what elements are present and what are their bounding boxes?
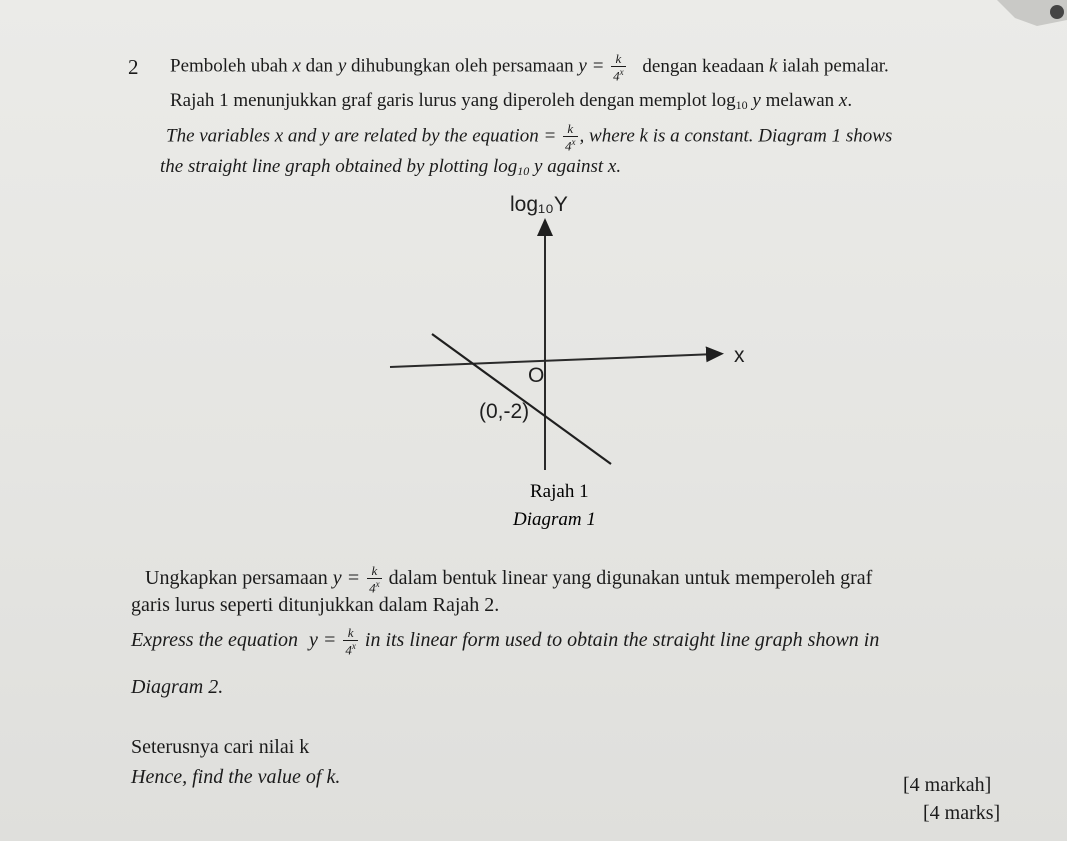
frac-numerator: k [371,563,378,578]
marks-bm: [4 markah] [903,774,992,796]
frac-denominator: 4$^x$ [613,67,624,84]
var-x: x [292,55,301,77]
frac-denominator: 4$^x$ [369,579,380,596]
caption-en: Diagram 1 [513,509,596,530]
caption-bm: Rajah 1 [530,481,589,502]
y-axis-label: log₁₀Y [510,193,568,216]
x-axis-label: x [734,344,745,367]
frac-denominator: 4$^x$ [565,137,576,154]
text: dihubungkan oleh persamaan [351,55,574,77]
var-y: y [752,90,761,111]
text: , where k is a constant. Diagram 1 shows [579,125,893,147]
question-number: 2 [128,55,139,79]
text: ialah pemalar. [782,55,889,77]
equation-lhs: y = [309,628,337,651]
fraction-k-over-4x [367,564,382,594]
var-k: k [769,55,778,77]
text: Pemboleh ubah [170,55,288,77]
text: y against x. [534,156,622,177]
frac-denominator: 4$^x$ [345,641,356,658]
log-base: 10 [517,164,530,178]
graph-line [432,334,611,464]
text: The variables x and y are related by the equation = [166,125,557,147]
task-line-3-en [131,626,879,656]
task-line-5-bm: Seterusnya cari nilai k [131,736,310,758]
frac-numerator: k [347,625,354,640]
task-line-1-bm [145,564,872,594]
origin-label: O [528,364,545,387]
var-x: x [838,90,848,111]
text: the straight line graph obtained by plotting log [160,156,518,177]
frac-numerator: k [567,121,574,136]
task-line-6-en: Hence, find the value of k. [131,766,341,788]
task-line-4-en: Diagram 2. [131,676,224,698]
frac-numerator: k [615,51,622,66]
text: dengan keadaan [642,55,765,77]
intercept-label: (0,-2) [479,400,530,423]
marks-en: [4 marks] [923,802,1001,824]
text: Ungkapkan persamaan [145,566,328,589]
equation-lhs: y = [332,566,361,589]
fraction-k-over-4x [343,626,358,656]
text: melawan [765,90,835,111]
x-axis [390,354,716,367]
log-base: 10 [735,98,748,112]
text: dan [305,55,334,77]
text: dalam bentuk linear yang digunakan untuk memperoleh graf [388,566,873,589]
text: Express the equation [131,628,299,651]
text: Rajah 1 menunjukkan graf garis lurus yang diperoleh dengan memplot log [170,90,736,111]
var-y: y [337,55,347,77]
text: in its linear form used to obtain the straight line graph shown in [364,628,880,651]
equation-lhs: y = [578,55,605,77]
text: . [847,90,853,111]
task-line-2-bm: garis lurus seperti ditunjukkan dalam Rajah 2. [131,594,500,616]
